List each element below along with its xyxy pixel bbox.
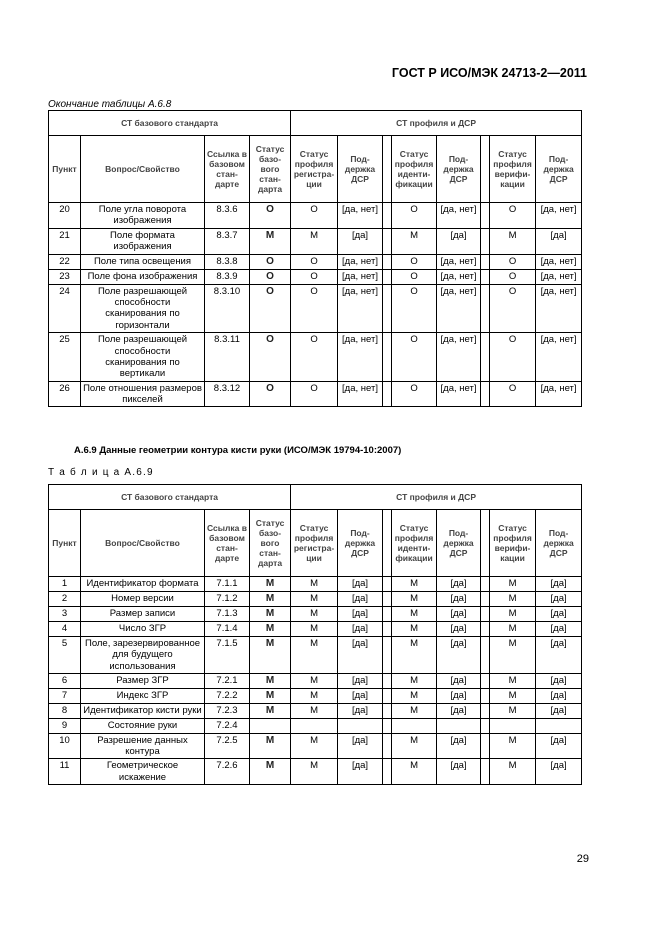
- group-base-standard: СТ базового стандарта: [49, 485, 291, 510]
- cell-verification-support: [да]: [536, 733, 582, 759]
- cell-base-status: M: [250, 622, 291, 637]
- cell-verification-support: [да]: [536, 577, 582, 592]
- table-row: [49, 607, 582, 622]
- cell-base-status: M: [250, 228, 291, 254]
- cell-question: Размер ЗГР: [81, 674, 205, 689]
- cell-item: 23: [49, 269, 81, 284]
- cell-verification-status: O: [490, 254, 536, 269]
- cell-verification-support: [да, нет]: [536, 254, 582, 269]
- cell-verification-status: O: [490, 284, 536, 333]
- table-row: [49, 719, 582, 733]
- cell-question: Разрешение данных контура: [81, 733, 205, 759]
- col-identification-support: Под-держка ДСР: [437, 136, 481, 203]
- group-base-standard: СТ базового стандарта: [49, 111, 291, 136]
- cell-item: 26: [49, 381, 81, 407]
- cell-question: Поле отношения размеров пикселей: [81, 381, 205, 407]
- cell-item: 25: [49, 333, 81, 382]
- table2-caption: Т а б л и ц а А.6.9: [48, 467, 154, 478]
- cell-verification-status: M: [490, 637, 536, 674]
- cell-question: Поле разрешающей способности сканирования по вертикали: [81, 333, 205, 382]
- cell-identification-support: [да]: [437, 592, 481, 607]
- cell-registration-support: [да]: [338, 674, 383, 689]
- cell-identification-status: M: [392, 689, 437, 704]
- cell-registration-status: O: [291, 333, 338, 382]
- cell-registration-support: [да]: [338, 607, 383, 622]
- cell-question: Число ЗГР: [81, 622, 205, 637]
- col-identification-status: Статус профиля иденти-фикации: [392, 510, 437, 577]
- cell-registration-support: [да]: [338, 622, 383, 637]
- cell-item: 8: [49, 704, 81, 719]
- cell-verification-support: [да, нет]: [536, 333, 582, 382]
- cell-verification-support: [536, 719, 582, 733]
- cell-verification-support: [да]: [536, 228, 582, 254]
- cell-registration-support: [да, нет]: [338, 254, 383, 269]
- cell-verification-status: O: [490, 381, 536, 407]
- cell-reference: 7.2.5: [205, 733, 250, 759]
- page-number: 29: [576, 853, 589, 865]
- cell-registration-support: [да, нет]: [338, 333, 383, 382]
- cell-base-status: M: [250, 759, 291, 785]
- cell-verification-support: [да]: [536, 674, 582, 689]
- section-title: А.6.9 Данные геометрии контура кисти руки (ИСО/МЭК 19794-10:2007): [74, 445, 402, 456]
- table-row: [49, 381, 582, 407]
- group-profile: СТ профиля и ДСР: [291, 111, 582, 136]
- col-item: Пункт: [49, 510, 81, 577]
- cell-verification-status: O: [490, 203, 536, 229]
- cell-identification-support: [да, нет]: [437, 254, 481, 269]
- table-row: [49, 674, 582, 689]
- cell-identification-support: [да]: [437, 607, 481, 622]
- table-a68: [48, 110, 582, 407]
- col-verification-support: Под-держка ДСР: [536, 510, 582, 577]
- cell-base-status: O: [250, 333, 291, 382]
- cell-question: Размер записи: [81, 607, 205, 622]
- cell-question: Геометрическое искажение: [81, 759, 205, 785]
- cell-registration-support: [да]: [338, 759, 383, 785]
- cell-identification-status: M: [392, 228, 437, 254]
- cell-identification-support: [да, нет]: [437, 333, 481, 382]
- cell-reference: 7.1.5: [205, 637, 250, 674]
- col-reference: Ссылка в базовом стан-дарте: [205, 510, 250, 577]
- cell-identification-status: O: [392, 269, 437, 284]
- cell-registration-status: O: [291, 203, 338, 229]
- table-row: [49, 577, 582, 592]
- table-row: [49, 269, 582, 284]
- col-registration-status: Статус профиля регистра-ции: [291, 136, 338, 203]
- cell-item: 24: [49, 284, 81, 333]
- cell-verification-support: [да]: [536, 637, 582, 674]
- table-row: [49, 333, 582, 382]
- cell-question: Индекс ЗГР: [81, 689, 205, 704]
- cell-question: Поле фона изображения: [81, 269, 205, 284]
- col-question: Вопрос/Свойство: [81, 136, 205, 203]
- cell-registration-support: [да]: [338, 689, 383, 704]
- cell-reference: 8.3.11: [205, 333, 250, 382]
- cell-verification-support: [да]: [536, 607, 582, 622]
- cell-question: Номер версии: [81, 592, 205, 607]
- cell-verification-support: [да, нет]: [536, 269, 582, 284]
- cell-base-status: M: [250, 674, 291, 689]
- cell-registration-support: [да, нет]: [338, 284, 383, 333]
- cell-identification-support: [да]: [437, 759, 481, 785]
- col-registration-support: Под-держка ДСР: [338, 136, 383, 203]
- cell-item: 22: [49, 254, 81, 269]
- cell-identification-support: [да]: [437, 637, 481, 674]
- cell-item: 2: [49, 592, 81, 607]
- cell-item: 1: [49, 577, 81, 592]
- col-item: Пункт: [49, 136, 81, 203]
- cell-identification-status: M: [392, 637, 437, 674]
- cell-registration-status: M: [291, 622, 338, 637]
- cell-registration-status: M: [291, 592, 338, 607]
- table-row: [49, 592, 582, 607]
- cell-base-status: M: [250, 733, 291, 759]
- table-row: [49, 254, 582, 269]
- cell-registration-support: [да]: [338, 704, 383, 719]
- cell-base-status: O: [250, 381, 291, 407]
- cell-verification-support: [да]: [536, 759, 582, 785]
- cell-reference: 7.1.4: [205, 622, 250, 637]
- cell-base-status: M: [250, 704, 291, 719]
- table-row: [49, 759, 582, 785]
- cell-registration-status: M: [291, 759, 338, 785]
- cell-registration-status: M: [291, 704, 338, 719]
- cell-identification-support: [да, нет]: [437, 284, 481, 333]
- cell-item: 4: [49, 622, 81, 637]
- cell-identification-support: [да]: [437, 622, 481, 637]
- cell-verification-status: M: [490, 228, 536, 254]
- cell-identification-status: O: [392, 381, 437, 407]
- cell-verification-status: M: [490, 592, 536, 607]
- cell-reference: 8.3.9: [205, 269, 250, 284]
- cell-base-status: O: [250, 269, 291, 284]
- cell-registration-status: M: [291, 674, 338, 689]
- document-header: ГОСТ Р ИСО/МЭК 24713-2—2011: [391, 66, 587, 80]
- col-base-status: Статус базо-вого стан-дарта: [250, 136, 291, 203]
- cell-identification-status: M: [392, 592, 437, 607]
- table-a69: [48, 484, 582, 785]
- cell-base-status: M: [250, 607, 291, 622]
- cell-reference: 7.2.3: [205, 704, 250, 719]
- cell-identification-status: M: [392, 577, 437, 592]
- cell-reference: 7.1.3: [205, 607, 250, 622]
- cell-verification-status: [490, 719, 536, 733]
- cell-reference: 8.3.10: [205, 284, 250, 333]
- table-row: [49, 689, 582, 704]
- cell-registration-status: M: [291, 733, 338, 759]
- cell-item: 9: [49, 719, 81, 733]
- cell-item: 21: [49, 228, 81, 254]
- cell-registration-status: O: [291, 284, 338, 333]
- cell-base-status: O: [250, 284, 291, 333]
- cell-identification-status: M: [392, 674, 437, 689]
- cell-question: Идентификатор формата: [81, 577, 205, 592]
- cell-verification-status: M: [490, 704, 536, 719]
- cell-registration-status: O: [291, 269, 338, 284]
- col-identification-status: Статус профиля иденти-фикации: [392, 136, 437, 203]
- cell-identification-support: [да, нет]: [437, 381, 481, 407]
- cell-item: 6: [49, 674, 81, 689]
- cell-question: Поле формата изображения: [81, 228, 205, 254]
- cell-verification-status: M: [490, 733, 536, 759]
- cell-registration-support: [да, нет]: [338, 381, 383, 407]
- table-row: [49, 704, 582, 719]
- table-row: [49, 228, 582, 254]
- cell-registration-status: M: [291, 607, 338, 622]
- cell-verification-support: [да]: [536, 592, 582, 607]
- col-registration-support: Под-держка ДСР: [338, 510, 383, 577]
- cell-verification-support: [да, нет]: [536, 203, 582, 229]
- cell-identification-support: [да, нет]: [437, 203, 481, 229]
- cell-registration-support: [338, 719, 383, 733]
- cell-verification-status: O: [490, 269, 536, 284]
- cell-identification-status: M: [392, 704, 437, 719]
- cell-verification-status: O: [490, 333, 536, 382]
- cell-registration-status: M: [291, 637, 338, 674]
- cell-item: 5: [49, 637, 81, 674]
- cell-reference: 8.3.7: [205, 228, 250, 254]
- cell-question: Идентификатор кисти руки: [81, 704, 205, 719]
- cell-identification-support: [да, нет]: [437, 269, 481, 284]
- cell-base-status: O: [250, 203, 291, 229]
- cell-identification-status: O: [392, 284, 437, 333]
- cell-identification-support: [да]: [437, 704, 481, 719]
- cell-registration-status: [291, 719, 338, 733]
- cell-identification-status: O: [392, 203, 437, 229]
- cell-verification-status: M: [490, 577, 536, 592]
- cell-registration-status: M: [291, 689, 338, 704]
- table1-caption: Окончание таблицы А.6.8: [48, 99, 172, 110]
- cell-item: 11: [49, 759, 81, 785]
- cell-registration-support: [да, нет]: [338, 203, 383, 229]
- cell-base-status: O: [250, 254, 291, 269]
- cell-reference: 7.1.1: [205, 577, 250, 592]
- cell-question: Состояние руки: [81, 719, 205, 733]
- table-row: [49, 637, 582, 674]
- cell-reference: 7.2.6: [205, 759, 250, 785]
- cell-item: 7: [49, 689, 81, 704]
- cell-base-status: M: [250, 592, 291, 607]
- table-row: [49, 733, 582, 759]
- cell-identification-status: M: [392, 733, 437, 759]
- cell-base-status: M: [250, 689, 291, 704]
- col-verification-status: Статус профиля верифи-кации: [490, 136, 536, 203]
- cell-question: Поле угла поворота изображения: [81, 203, 205, 229]
- col-question: Вопрос/Свойство: [81, 510, 205, 577]
- cell-identification-support: [да]: [437, 577, 481, 592]
- cell-verification-status: M: [490, 674, 536, 689]
- table-row: [49, 284, 582, 333]
- cell-base-status: M: [250, 637, 291, 674]
- cell-item: 20: [49, 203, 81, 229]
- cell-verification-status: M: [490, 759, 536, 785]
- cell-reference: 7.1.2: [205, 592, 250, 607]
- cell-identification-support: [да]: [437, 689, 481, 704]
- cell-registration-support: [да]: [338, 228, 383, 254]
- cell-verification-support: [да]: [536, 704, 582, 719]
- cell-registration-status: M: [291, 577, 338, 592]
- cell-registration-status: O: [291, 254, 338, 269]
- group-profile: СТ профиля и ДСР: [291, 485, 582, 510]
- cell-registration-support: [да]: [338, 577, 383, 592]
- cell-question: Поле, зарезервированное для будущего использования: [81, 637, 205, 674]
- cell-base-status: [250, 719, 291, 733]
- cell-registration-support: [да, нет]: [338, 269, 383, 284]
- cell-identification-status: [392, 719, 437, 733]
- cell-identification-status: M: [392, 607, 437, 622]
- cell-registration-support: [да]: [338, 637, 383, 674]
- cell-identification-status: O: [392, 254, 437, 269]
- cell-verification-support: [да, нет]: [536, 284, 582, 333]
- cell-question: Поле разрешающей способности сканирования по горизонтали: [81, 284, 205, 333]
- cell-reference: 7.2.2: [205, 689, 250, 704]
- cell-verification-status: M: [490, 689, 536, 704]
- cell-reference: 8.3.12: [205, 381, 250, 407]
- cell-verification-support: [да]: [536, 689, 582, 704]
- cell-question: Поле типа освещения: [81, 254, 205, 269]
- cell-identification-support: [да]: [437, 228, 481, 254]
- cell-item: 10: [49, 733, 81, 759]
- cell-verification-support: [да, нет]: [536, 381, 582, 407]
- cell-registration-status: O: [291, 381, 338, 407]
- cell-base-status: M: [250, 577, 291, 592]
- cell-verification-support: [да]: [536, 622, 582, 637]
- cell-registration-support: [да]: [338, 592, 383, 607]
- col-identification-support: Под-держка ДСР: [437, 510, 481, 577]
- cell-reference: 8.3.8: [205, 254, 250, 269]
- cell-verification-status: M: [490, 607, 536, 622]
- col-verification-support: Под-держка ДСР: [536, 136, 582, 203]
- cell-reference: 7.2.4: [205, 719, 250, 733]
- table-row: [49, 203, 582, 229]
- cell-identification-support: [437, 719, 481, 733]
- table-row: [49, 622, 582, 637]
- cell-verification-status: M: [490, 622, 536, 637]
- col-reference: Ссылка в базовом стан-дарте: [205, 136, 250, 203]
- cell-identification-status: M: [392, 622, 437, 637]
- col-verification-status: Статус профиля верифи-кации: [490, 510, 536, 577]
- cell-identification-support: [да]: [437, 674, 481, 689]
- cell-reference: 8.3.6: [205, 203, 250, 229]
- col-base-status: Статус базо-вого стан-дарта: [250, 510, 291, 577]
- cell-identification-status: O: [392, 333, 437, 382]
- cell-reference: 7.2.1: [205, 674, 250, 689]
- cell-identification-status: M: [392, 759, 437, 785]
- cell-item: 3: [49, 607, 81, 622]
- cell-registration-support: [да]: [338, 733, 383, 759]
- col-registration-status: Статус профиля регистра-ции: [291, 510, 338, 577]
- cell-registration-status: M: [291, 228, 338, 254]
- cell-identification-support: [да]: [437, 733, 481, 759]
